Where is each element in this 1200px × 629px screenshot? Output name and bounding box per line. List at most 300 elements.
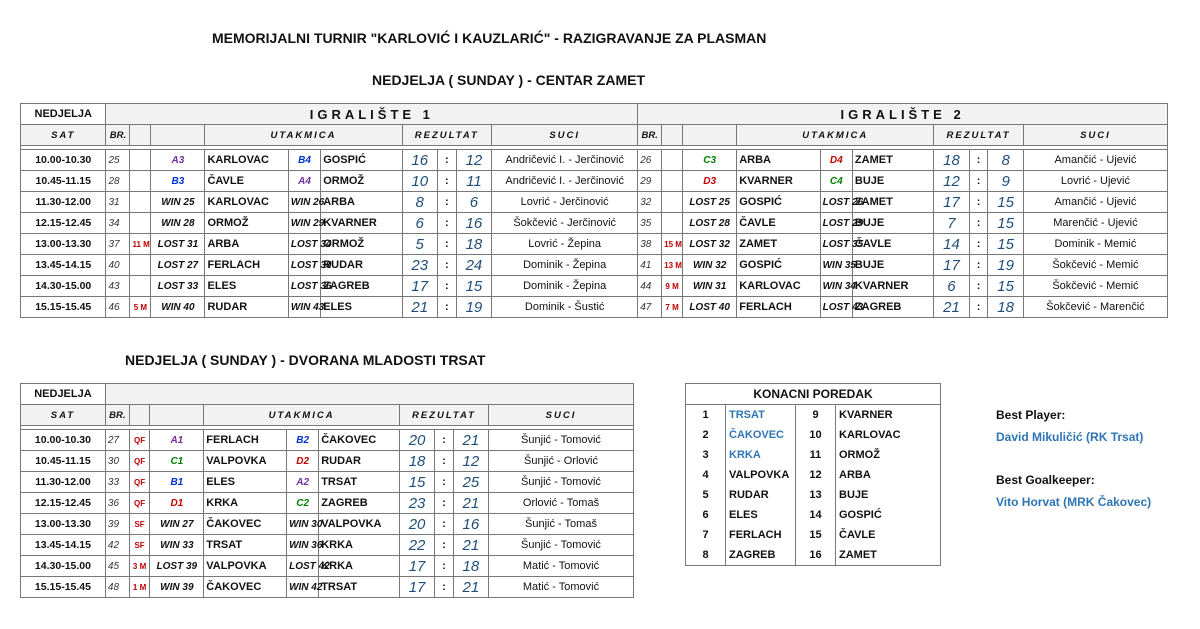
score-separator: : (437, 150, 456, 171)
away-seed: WIN 34 (820, 276, 852, 297)
home-seed: B3 (151, 171, 205, 192)
away-team: RUDAR (319, 451, 400, 472)
match-time: 15.15-15.45 (21, 297, 106, 318)
table-row (21, 192, 1168, 213)
header-rezultat: REZULTAT (399, 405, 488, 426)
rank-team: KVARNER (836, 405, 941, 426)
home-seed: A3 (151, 150, 205, 171)
match-stage: 7 M (662, 297, 683, 318)
referees: Šunjić - Tomović (488, 535, 633, 556)
home-score: 17 (402, 276, 437, 297)
home-seed: WIN 25 (151, 192, 205, 213)
score-separator: : (969, 213, 988, 234)
away-score: 9 (988, 171, 1023, 192)
match-number: 48 (105, 577, 129, 598)
rank-position: 4 (686, 465, 726, 485)
referees: Andričević I. - Jerčinović (492, 150, 638, 171)
home-seed: WIN 31 (683, 276, 737, 297)
referees: Lovrić - Ujević (1023, 171, 1167, 192)
match-stage (130, 255, 151, 276)
score-separator: : (437, 297, 456, 318)
match-stage: 11 M (130, 234, 151, 255)
referees: Šokčević - Memić (1023, 276, 1167, 297)
score-separator: : (435, 556, 454, 577)
home-score: 7 (934, 213, 969, 234)
table-row (21, 150, 1168, 171)
best-player-label: Best Player: (996, 408, 1066, 422)
away-team: ORMOŽ (321, 234, 402, 255)
away-seed: D2 (287, 451, 319, 472)
match-number: 45 (105, 556, 129, 577)
away-seed: B4 (288, 150, 320, 171)
referees: Šokčević - Memić (1023, 255, 1167, 276)
score-separator: : (969, 297, 988, 318)
away-score: 11 (456, 171, 491, 192)
match-number: 32 (638, 192, 662, 213)
match-number: 27 (105, 430, 129, 451)
home-seed: WIN 28 (151, 213, 205, 234)
rank-team: GOSPIĆ (836, 505, 941, 525)
referees: Marenčić - Ujević (1023, 213, 1167, 234)
zamet-section-title: NEDJELJA ( SUNDAY ) - CENTAR ZAMET (372, 72, 646, 88)
match-stage: 13 M (662, 255, 683, 276)
table-row (21, 577, 634, 598)
away-seed: C4 (820, 171, 852, 192)
score-separator: : (435, 451, 454, 472)
away-score: 16 (453, 514, 488, 535)
match-stage (130, 213, 151, 234)
match-stage (662, 213, 683, 234)
rank-position: 5 (686, 485, 726, 505)
score-separator: : (435, 430, 454, 451)
away-team: KVARNER (321, 213, 402, 234)
table-row (21, 535, 634, 556)
match-stage (130, 276, 151, 297)
away-score: 19 (988, 255, 1023, 276)
home-score: 6 (934, 276, 969, 297)
match-time: 13.00-13.30 (21, 234, 106, 255)
table-row (21, 171, 1168, 192)
match-number: 30 (105, 451, 129, 472)
rank-position: 12 (796, 465, 836, 485)
away-team: ZAGREB (319, 493, 400, 514)
away-seed: WIN 29 (288, 213, 320, 234)
match-time: 10.45-11.15 (21, 451, 106, 472)
rank-team: VALPOVKA (726, 465, 796, 485)
score-separator: : (437, 255, 456, 276)
referees: Amančić - Ujević (1023, 192, 1167, 213)
ranking-row (686, 445, 941, 465)
home-seed: WIN 39 (150, 577, 204, 598)
match-stage: QF (129, 430, 150, 451)
match-number: 25 (106, 150, 130, 171)
ranking-row (686, 465, 941, 485)
away-team: KVARNER (852, 276, 933, 297)
away-seed: WIN 36 (287, 535, 319, 556)
home-score: 17 (934, 255, 969, 276)
match-stage: 15 M (662, 234, 683, 255)
home-team: FERLACH (205, 255, 288, 276)
home-score: 18 (399, 451, 434, 472)
home-score: 8 (402, 192, 437, 213)
referees: Dominik - Žepina (492, 255, 638, 276)
away-team: TRSAT (319, 472, 400, 493)
home-team: ELES (204, 472, 287, 493)
rank-position: 14 (796, 505, 836, 525)
header-suci: SUCI (488, 405, 633, 426)
away-team: ČAVLE (852, 234, 933, 255)
rank-position: 8 (686, 545, 726, 566)
header-br: BR. (638, 125, 662, 146)
header-igraliste-1: IGRALIŠTE 1 (106, 104, 638, 125)
rank-team: ZAMET (836, 545, 941, 566)
table-row (21, 472, 634, 493)
match-number: 43 (106, 276, 130, 297)
away-seed: A2 (287, 472, 319, 493)
away-score: 18 (456, 234, 491, 255)
rank-position: 7 (686, 525, 726, 545)
rank-position: 1 (686, 405, 726, 426)
match-time: 10.45-11.15 (21, 171, 106, 192)
away-score: 15 (988, 213, 1023, 234)
rank-team: ČAKOVEC (726, 425, 796, 445)
rank-position: 3 (686, 445, 726, 465)
match-time: 14.30-15.00 (21, 556, 106, 577)
rank-position: 15 (796, 525, 836, 545)
home-team: ČAKOVEC (204, 577, 287, 598)
away-seed: D4 (820, 150, 852, 171)
header-nedjelja: NEDJELJA (21, 104, 106, 125)
home-seed: LOST 28 (683, 213, 737, 234)
referees: Matić - Tomović (488, 556, 633, 577)
away-team: BUJE (852, 213, 933, 234)
away-score: 8 (988, 150, 1023, 171)
rank-position: 6 (686, 505, 726, 525)
match-stage: 5 M (130, 297, 151, 318)
match-stage: 9 M (662, 276, 683, 297)
home-team: VALPOVKA (204, 451, 287, 472)
away-seed: WIN 43 (288, 297, 320, 318)
match-stage (130, 192, 151, 213)
home-score: 22 (399, 535, 434, 556)
home-seed: C1 (150, 451, 204, 472)
away-seed: A4 (288, 171, 320, 192)
away-score: 19 (456, 297, 491, 318)
home-team: VALPOVKA (204, 556, 287, 577)
home-seed: LOST 39 (150, 556, 204, 577)
match-number: 36 (105, 493, 129, 514)
home-team: KARLOVAC (205, 192, 288, 213)
away-team: ZAMET (852, 192, 933, 213)
referees: Lovrić - Žepina (492, 234, 638, 255)
rank-position: 11 (796, 445, 836, 465)
referees: Orlović - Tomaš (488, 493, 633, 514)
away-team: KRKA (319, 535, 400, 556)
score-separator: : (437, 234, 456, 255)
away-team: ZAMET (852, 150, 933, 171)
match-number: 29 (638, 171, 662, 192)
match-number: 31 (106, 192, 130, 213)
header-sat: SAT (21, 405, 106, 426)
match-number: 42 (105, 535, 129, 556)
match-stage: QF (129, 472, 150, 493)
score-separator: : (969, 150, 988, 171)
away-score: 21 (453, 430, 488, 451)
table-row (21, 451, 634, 472)
rank-team: KRKA (726, 445, 796, 465)
rank-team: ORMOŽ (836, 445, 941, 465)
score-separator: : (435, 577, 454, 598)
home-seed: A1 (150, 430, 204, 451)
rank-team: FERLACH (726, 525, 796, 545)
match-time: 14.30-15.00 (21, 276, 106, 297)
away-team: ELES (321, 297, 402, 318)
away-seed: WIN 35 (820, 255, 852, 276)
home-seed: D3 (683, 171, 737, 192)
match-number: 26 (638, 150, 662, 171)
away-score: 15 (988, 192, 1023, 213)
match-number: 40 (106, 255, 130, 276)
away-score: 12 (456, 150, 491, 171)
home-team: FERLACH (737, 297, 820, 318)
referees: Amančić - Ujević (1023, 150, 1167, 171)
referees: Lovrić - Jerčinović (492, 192, 638, 213)
home-team: ZAMET (737, 234, 820, 255)
referees: Dominik - Žepina (492, 276, 638, 297)
away-seed: LOST 26 (820, 192, 852, 213)
away-seed: LOST 34 (288, 234, 320, 255)
home-score: 23 (402, 255, 437, 276)
best-player-name: David Mikuličić (RK Trsat) (996, 430, 1144, 444)
away-seed: LOST 35 (820, 234, 852, 255)
score-separator: : (435, 493, 454, 514)
table-row (21, 255, 1168, 276)
match-time: 13.45-14.15 (21, 255, 106, 276)
away-score: 18 (988, 297, 1023, 318)
score-separator: : (437, 276, 456, 297)
match-time: 12.15-12.45 (21, 493, 106, 514)
match-time: 10.00-10.30 (21, 150, 106, 171)
away-seed: WIN 26 (288, 192, 320, 213)
match-number: 33 (105, 472, 129, 493)
rank-position: 10 (796, 425, 836, 445)
match-time: 11.30-12.00 (21, 472, 106, 493)
home-score: 10 (402, 171, 437, 192)
away-score: 16 (456, 213, 491, 234)
home-seed: B1 (150, 472, 204, 493)
home-seed: D1 (150, 493, 204, 514)
home-team: KRKA (204, 493, 287, 514)
away-score: 21 (453, 535, 488, 556)
match-time: 11.30-12.00 (21, 192, 106, 213)
home-seed: LOST 32 (683, 234, 737, 255)
rank-team: BUJE (836, 485, 941, 505)
rank-position: 13 (796, 485, 836, 505)
match-number: 46 (106, 297, 130, 318)
home-team: ARBA (737, 150, 820, 171)
match-number: 34 (106, 213, 130, 234)
rank-position: 16 (796, 545, 836, 566)
home-score: 6 (402, 213, 437, 234)
referees: Šokčević - Marenčić (1023, 297, 1167, 318)
final-ranking-table (685, 383, 941, 566)
referees: Šunjić - Orlović (488, 451, 633, 472)
header-suci: SUCI (492, 125, 638, 146)
home-team: ČAVLE (205, 171, 288, 192)
rank-position: 2 (686, 425, 726, 445)
away-seed: LOST 30 (288, 255, 320, 276)
ranking-title: KONACNI POREDAK (686, 384, 941, 405)
home-team: KARLOVAC (737, 276, 820, 297)
away-score: 18 (453, 556, 488, 577)
score-separator: : (437, 192, 456, 213)
rank-team: ZAGREB (726, 545, 796, 566)
home-seed: LOST 40 (683, 297, 737, 318)
rank-position: 9 (796, 405, 836, 426)
away-team: ČAKOVEC (319, 430, 400, 451)
home-score: 23 (399, 493, 434, 514)
match-time: 13.00-13.30 (21, 514, 106, 535)
referees: Šunjić - Tomaš (488, 514, 633, 535)
match-number: 37 (106, 234, 130, 255)
away-team: BUJE (852, 171, 933, 192)
away-score: 21 (453, 577, 488, 598)
away-score: 25 (453, 472, 488, 493)
match-time: 13.45-14.15 (21, 535, 106, 556)
table-row (21, 430, 634, 451)
match-time: 12.15-12.45 (21, 213, 106, 234)
table-row (21, 234, 1168, 255)
home-team: ČAKOVEC (204, 514, 287, 535)
away-score: 15 (988, 234, 1023, 255)
match-number: 38 (638, 234, 662, 255)
away-team: KRKA (319, 556, 400, 577)
home-score: 21 (402, 297, 437, 318)
away-team: ORMOŽ (321, 171, 402, 192)
away-team: RUDAR (321, 255, 402, 276)
header-nedjelja: NEDJELJA (21, 384, 106, 405)
away-score: 15 (988, 276, 1023, 297)
home-seed: WIN 32 (683, 255, 737, 276)
referees: Šunjić - Tomović (488, 430, 633, 451)
home-score: 16 (402, 150, 437, 171)
score-separator: : (435, 535, 454, 556)
referees: Andričević I. - Jerčinović (492, 171, 638, 192)
ranking-row (686, 505, 941, 525)
away-seed: WIN 30 (287, 514, 319, 535)
score-separator: : (969, 255, 988, 276)
referees: Šokčević - Jerčinović (492, 213, 638, 234)
home-seed: WIN 40 (151, 297, 205, 318)
score-separator: : (435, 514, 454, 535)
rank-team: KARLOVAC (836, 425, 941, 445)
home-team: TRSAT (204, 535, 287, 556)
trsat-section-title: NEDJELJA ( SUNDAY ) - DVORANA MLADOSTI TRSAT (125, 352, 486, 368)
away-team: BUJE (852, 255, 933, 276)
ranking-row (686, 425, 941, 445)
away-seed: LOST 29 (820, 213, 852, 234)
match-number: 39 (105, 514, 129, 535)
home-seed: LOST 33 (151, 276, 205, 297)
home-score: 21 (934, 297, 969, 318)
away-score: 15 (456, 276, 491, 297)
table-row (21, 556, 634, 577)
away-seed: LOST 43 (820, 297, 852, 318)
home-score: 12 (934, 171, 969, 192)
table-row (21, 514, 634, 535)
home-team: ELES (205, 276, 288, 297)
score-separator: : (969, 234, 988, 255)
score-separator: : (969, 171, 988, 192)
ranking-row (686, 485, 941, 505)
away-team: ARBA (321, 192, 402, 213)
home-score: 14 (934, 234, 969, 255)
header-rezultat: REZULTAT (402, 125, 492, 146)
home-score: 17 (399, 556, 434, 577)
header-utakmica: UTAKMICA (737, 125, 934, 146)
match-stage: SF (129, 535, 150, 556)
score-separator: : (437, 171, 456, 192)
home-team: RUDAR (205, 297, 288, 318)
match-stage (662, 192, 683, 213)
home-team: ORMOŽ (205, 213, 288, 234)
match-stage: 1 M (129, 577, 150, 598)
header-sat: SAT (21, 125, 106, 146)
header-utakmica: UTAKMICA (205, 125, 402, 146)
home-score: 17 (934, 192, 969, 213)
away-seed: LOST 42 (287, 556, 319, 577)
rank-team: ČAVLE (836, 525, 941, 545)
home-seed: WIN 33 (150, 535, 204, 556)
referees: Šunjić - Tomović (488, 472, 633, 493)
away-seed: LOST 36 (288, 276, 320, 297)
home-seed: LOST 27 (151, 255, 205, 276)
table-row (21, 493, 634, 514)
ranking-row (686, 525, 941, 545)
match-stage (662, 171, 683, 192)
home-team: ARBA (205, 234, 288, 255)
table-row (21, 276, 1168, 297)
home-score: 5 (402, 234, 437, 255)
away-team: ZAGREB (321, 276, 402, 297)
home-score: 20 (399, 514, 434, 535)
home-seed: C3 (683, 150, 737, 171)
match-number: 41 (638, 255, 662, 276)
table-row (21, 213, 1168, 234)
score-separator: : (437, 213, 456, 234)
match-number: 35 (638, 213, 662, 234)
header-utakmica: UTAKMICA (204, 405, 400, 426)
match-time: 10.00-10.30 (21, 430, 106, 451)
best-goalkeeper-name: Vito Horvat (MRK Čakovec) (996, 495, 1152, 509)
away-seed: B2 (287, 430, 319, 451)
away-team: VALPOVKA (319, 514, 400, 535)
away-seed: WIN 42 (287, 577, 319, 598)
away-team: TRSAT (319, 577, 400, 598)
header-suci: SUCI (1023, 125, 1167, 146)
rank-team: RUDAR (726, 485, 796, 505)
away-score: 21 (453, 493, 488, 514)
match-number: 44 (638, 276, 662, 297)
score-separator: : (435, 472, 454, 493)
home-team: GOSPIĆ (737, 255, 820, 276)
match-stage: QF (129, 493, 150, 514)
home-team: FERLACH (204, 430, 287, 451)
match-stage (130, 171, 151, 192)
away-team: GOSPIĆ (321, 150, 402, 171)
home-score: 15 (399, 472, 434, 493)
match-number: 47 (638, 297, 662, 318)
